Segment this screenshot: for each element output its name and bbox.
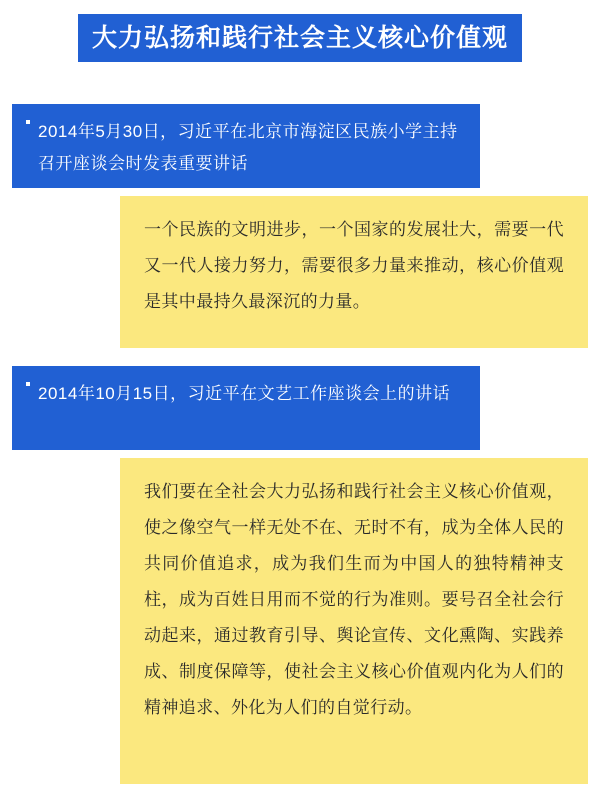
- source-citation-2: [12, 366, 480, 450]
- source-citation-text: 2014年5月30日，习近平在北京市海淀区民族小学主持召开座谈会时发表重要讲话: [38, 122, 458, 173]
- source-citation-text: 2014年10月15日，习近平在文艺工作座谈会上的讲话: [38, 384, 451, 403]
- quote-passage-1: [120, 196, 588, 348]
- quote-passage-text: 我们要在全社会大力弘扬和践行社会主义核心价值观，使之像空气一样无处不在、无时不有，成为全体人民的共同价值追求，成为我们生而为中国人的独特精神支柱，成为百姓日用而不觉的行为准则。要号召全社会行动起来，通过教育引导、舆论宣传、文化熏陶、实践养成、制度保障等，使社会主义核心价值观内化为人们的精神追求、外化为人们的自觉行动。: [144, 482, 564, 717]
- bullet-icon: [26, 382, 30, 386]
- source-citation-1: [12, 104, 480, 188]
- quote-passage-2: [120, 458, 588, 784]
- page-title-banner: [78, 14, 522, 62]
- bullet-icon: [26, 120, 30, 124]
- quote-passage-text: 一个民族的文明进步，一个国家的发展壮大，需要一代又一代人接力努力，需要很多力量来推动，核心价值观是其中最持久最深沉的力量。: [144, 220, 564, 311]
- page-title: 大力弘扬和践行社会主义核心价值观: [91, 24, 508, 52]
